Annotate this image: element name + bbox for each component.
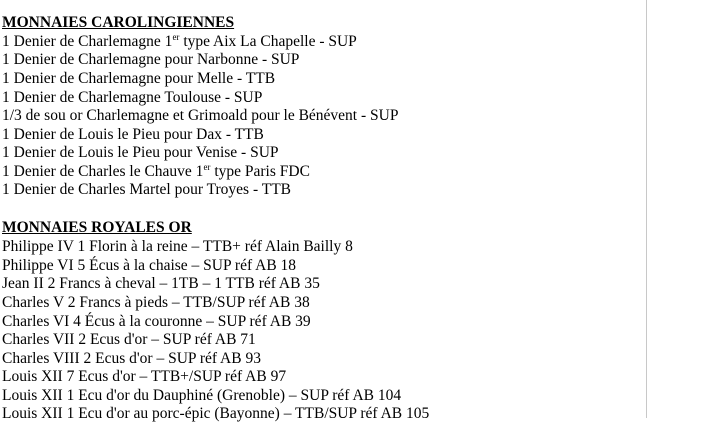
list-item: 1 Denier de Charles Martel pour Troyes - TTB [2,181,291,198]
list-item: 1 Denier de Charlemagne Toulouse - SUP [2,89,263,106]
list-item: 1 Denier de Charlemagne pour Narbonne - SUP [2,51,300,68]
list-item: Philippe IV 1 Florin à la reine – TTB+ réf Alain Bailly 8 [2,238,353,255]
list-item: Jean II 2 Francs à cheval – 1TB – 1 TTB réf AB 35 [2,275,320,292]
list-item: Louis XII 7 Ecus d'or – TTB+/SUP réf AB 97 [2,368,287,385]
list-item: Louis XII 1 Ecu d'or du Dauphiné (Grenoble) – SUP réf AB 104 [2,387,402,404]
section-heading-carolingiennes: MONNAIES CAROLINGIENNES [2,14,235,31]
list-item: 1/3 de sou or Charlemagne et Grimoald pour le Bénévent - SUP [2,107,399,124]
list-item: 1 Denier de Charles le Chauve 1er type Paris FDC [2,162,310,180]
page-gutter [647,0,720,418]
list-item: Louis XII 1 Ecu d'or au porc-épic (Bayonne) – TTB/SUP réf AB 105 [2,405,430,422]
list-item: Charles VIII 2 Ecus d'or – SUP réf AB 93 [2,350,261,367]
list-item: Charles VI 4 Écus à la couronne – SUP réf AB 39 [2,313,311,330]
list-item: Charles V 2 Francs à pieds – TTB/SUP réf AB 38 [2,294,310,311]
list-item: 1 Denier de Louis le Pieu pour Venise - SUP [2,144,279,161]
list-item: 1 Denier de Charlemagne pour Melle - TTB [2,70,276,87]
list-item: Philippe VI 5 Écus à la chaise – SUP réf AB 18 [2,257,297,274]
list-item: 1 Denier de Charlemagne 1er type Aix La Chapelle - SUP [2,32,357,50]
list-item: Charles VII 2 Ecus d'or – SUP réf AB 71 [2,331,256,348]
list-item: 1 Denier de Louis le Pieu pour Dax - TTB [2,126,264,143]
section-heading-royales-or: MONNAIES ROYALES OR [2,219,192,236]
